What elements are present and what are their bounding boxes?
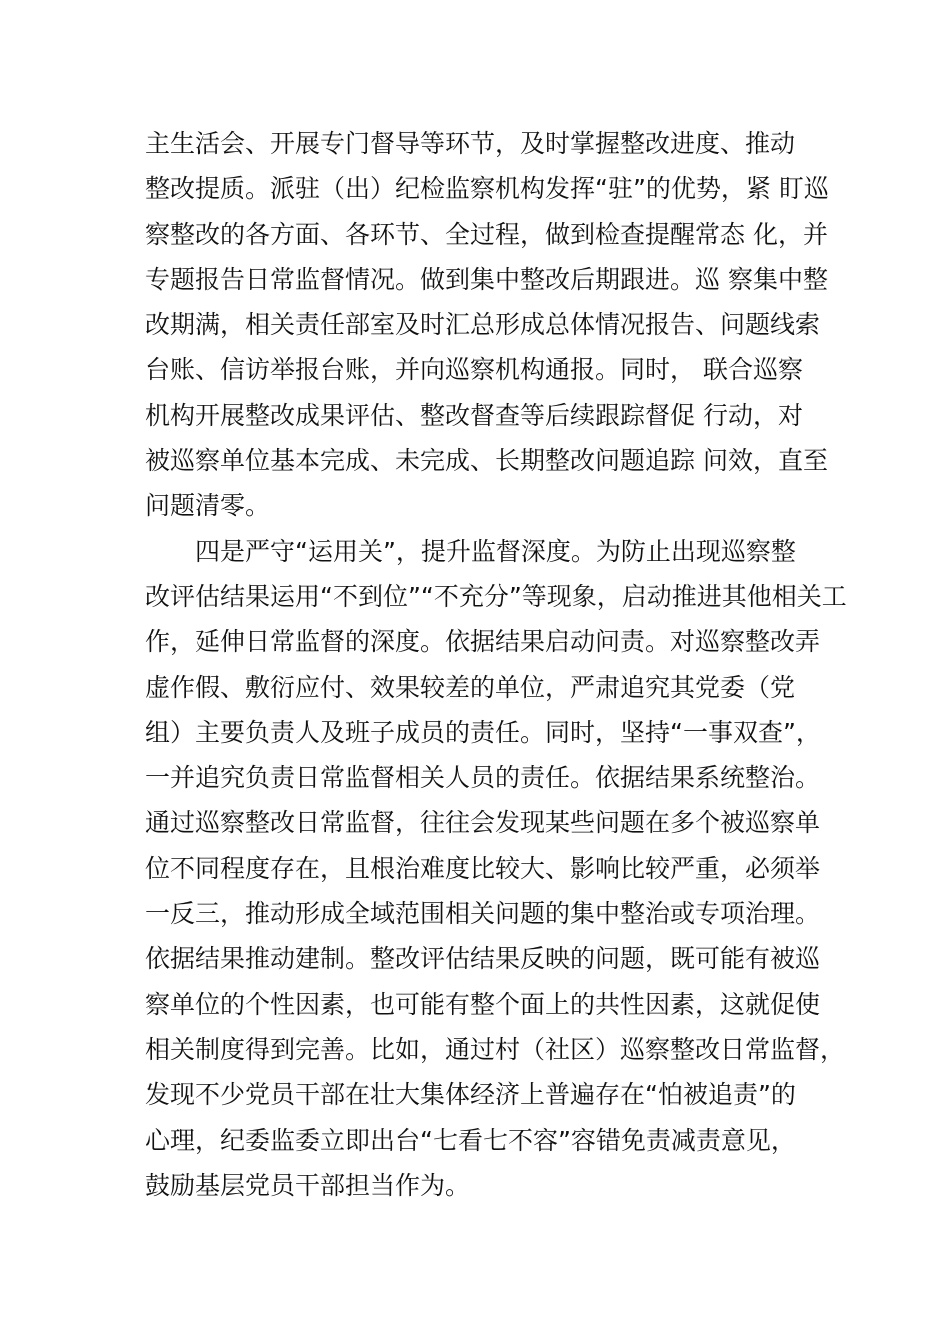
text-line-9: 问题清零。: [145, 491, 271, 521]
text-line-3: 察整改的各方面、各环节、全过程，做到检查提醒常态 化，并: [145, 219, 828, 249]
text-line-20: 察单位的个性因素，也可能有整个面上的共性因素，这就促使: [145, 989, 821, 1019]
text-line-4: 专题报告日常监督情况。做到集中整改后期跟进。巡 察集中整: [145, 264, 828, 294]
text-line-7: 机构开展整改成果评估、整改督查等后续跟踪督促 行动，对: [145, 400, 803, 430]
text-line-8: 被巡察单位基本完成、未完成、长期整改问题追踪 问效，直至: [145, 446, 828, 476]
text-line-1: 主生活会、开展专门督导等环节，及时掌握整改进度、推动: [145, 129, 796, 158]
text-line-14: 组）主要负责人及班子成员的责任。同时，坚持“一事双查”，: [145, 717, 821, 747]
text-line-10: 四是严守“运用关”，提升监督深度。为防止出现巡察整: [145, 536, 796, 566]
text-line-24: 鼓励基层党员干部担当作为。: [145, 1170, 471, 1200]
text-line-21: 相关制度得到完善。比如，通过村（社区）巡察整改日常监督，: [145, 1034, 846, 1064]
text-line-6: 台账、信访举报台账，并向巡察机构通报。同时， 联合巡察: [145, 355, 803, 385]
text-line-16: 通过巡察整改日常监督，往往会发现某些问题在多个被巡察单: [145, 808, 821, 838]
text-line-5: 改期满，相关责任部室及时汇总形成总体情况报告、问题线索: [145, 310, 821, 340]
text-line-12: 作，延伸日常监督的深度。依据结果启动问责。对巡察整改弄: [145, 627, 821, 657]
text-line-2: 整改提质。派驻（出）纪检监察机构发挥“驻”的优势，紧 盯巡: [145, 174, 829, 204]
text-line-15: 一并追究负责日常监督相关人员的责任。依据结果系统整治。: [145, 763, 821, 793]
text-line-18: 一反三，推动形成全域范围相关问题的集中整治或专项治理。: [145, 899, 821, 929]
text-line-19: 依据结果推动建制。整改评估结果反映的问题，既可能有被巡: [145, 944, 821, 974]
body-text: [145, 121, 845, 1208]
text-line-22: 发现不少党员干部在壮大集体经济上普遍存在“怕被追责”的: [145, 1080, 796, 1110]
text-line-11: 改评估结果运用“不到位”“不充分”等现象，启动推进其他相关工: [145, 581, 847, 611]
text-line-13: 虚作假、敷衍应付、效果较差的单位，严肃追究其党委（党: [145, 672, 796, 702]
text-line-23: 心理，纪委监委立即出台“七看七不容”容错免责减责意见，: [145, 1125, 796, 1155]
text-line-17: 位不同程度存在，且根治难度比较大、影响比较严重，必须举: [145, 853, 821, 883]
